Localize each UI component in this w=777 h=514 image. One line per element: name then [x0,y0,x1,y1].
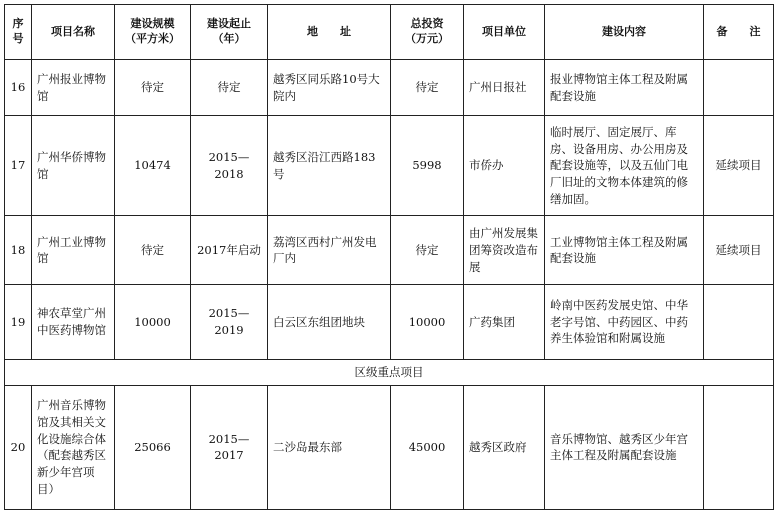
cell-investment: 5998 [391,116,464,216]
header-content: 建设内容 [545,5,704,60]
header-investment: 总投资 （万元） [391,5,464,60]
cell-period: 2015—2019 [191,285,268,359]
header-unit: 项目单位 [464,5,545,60]
cell-scale: 25066 [115,385,191,509]
cell-note [704,285,774,359]
cell-investment: 待定 [391,60,464,116]
cell-no: 16 [5,60,32,116]
cell-period: 2017年启动 [191,216,268,285]
project-table [4,4,774,510]
cell-unit: 广药集团 [464,285,545,359]
section-row [5,359,774,385]
cell-no: 19 [5,285,32,359]
cell-address: 白云区东组团地块 [268,285,391,359]
header-period: 建设起止 （年） [191,5,268,60]
cell-unit: 市侨办 [464,116,545,216]
header-scale: 建设规模 （平方米） [115,5,191,60]
cell-address: 荔湾区西村广州发电厂内 [268,216,391,285]
cell-no: 17 [5,116,32,216]
cell-name: 广州报业博物馆 [32,60,115,116]
cell-note: 延续项目 [704,116,774,216]
cell-scale: 待定 [115,60,191,116]
cell-address: 二沙岛最东部 [268,385,391,509]
cell-address: 越秀区同乐路10号大院内 [268,60,391,116]
cell-investment: 10000 [391,285,464,359]
cell-note [704,385,774,509]
cell-no: 18 [5,216,32,285]
section-title: 区级重点项目 [5,359,774,385]
header-no: 序号 [5,5,32,60]
cell-note [704,60,774,116]
cell-scale: 10474 [115,116,191,216]
cell-unit: 越秀区政府 [464,385,545,509]
header-note: 备 注 [704,5,774,60]
cell-content: 音乐博物馆、越秀区少年宫主体工程及附属配套设施 [545,385,704,509]
table-row [5,116,774,216]
cell-name: 神农草堂广州中医药博物馆 [32,285,115,359]
header-address: 地 址 [268,5,391,60]
cell-content: 报业博物馆主体工程及附属配套设施 [545,60,704,116]
cell-period: 2015—2018 [191,116,268,216]
header-row [5,5,774,60]
cell-scale: 待定 [115,216,191,285]
cell-content: 临时展厅、固定展厅、库房、设备用房、办公用房及配套设施等，以及五仙门电厂旧址的文物本体建筑的修缮加固。 [545,116,704,216]
cell-unit: 由广州发展集团筹资改造布展 [464,216,545,285]
cell-investment: 45000 [391,385,464,509]
cell-name: 广州工业博物馆 [32,216,115,285]
table-row [5,60,774,116]
table-row [5,216,774,285]
cell-name: 广州华侨博物馆 [32,116,115,216]
cell-content: 岭南中医药发展史馆、中华老字号馆、中药园区、中药养生体验馆和附属设施 [545,285,704,359]
header-name: 项目名称 [32,5,115,60]
cell-unit: 广州日报社 [464,60,545,116]
cell-investment: 待定 [391,216,464,285]
cell-period: 待定 [191,60,268,116]
cell-content: 工业博物馆主体工程及附属配套设施 [545,216,704,285]
cell-no: 20 [5,385,32,509]
cell-scale: 10000 [115,285,191,359]
table-row [5,385,774,509]
cell-period: 2015—2017 [191,385,268,509]
cell-note: 延续项目 [704,216,774,285]
cell-address: 越秀区沿江西路183号 [268,116,391,216]
table-row [5,285,774,359]
cell-name: 广州音乐博物馆及其相关文化设施综合体（配套越秀区新少年宫项目） [32,385,115,509]
